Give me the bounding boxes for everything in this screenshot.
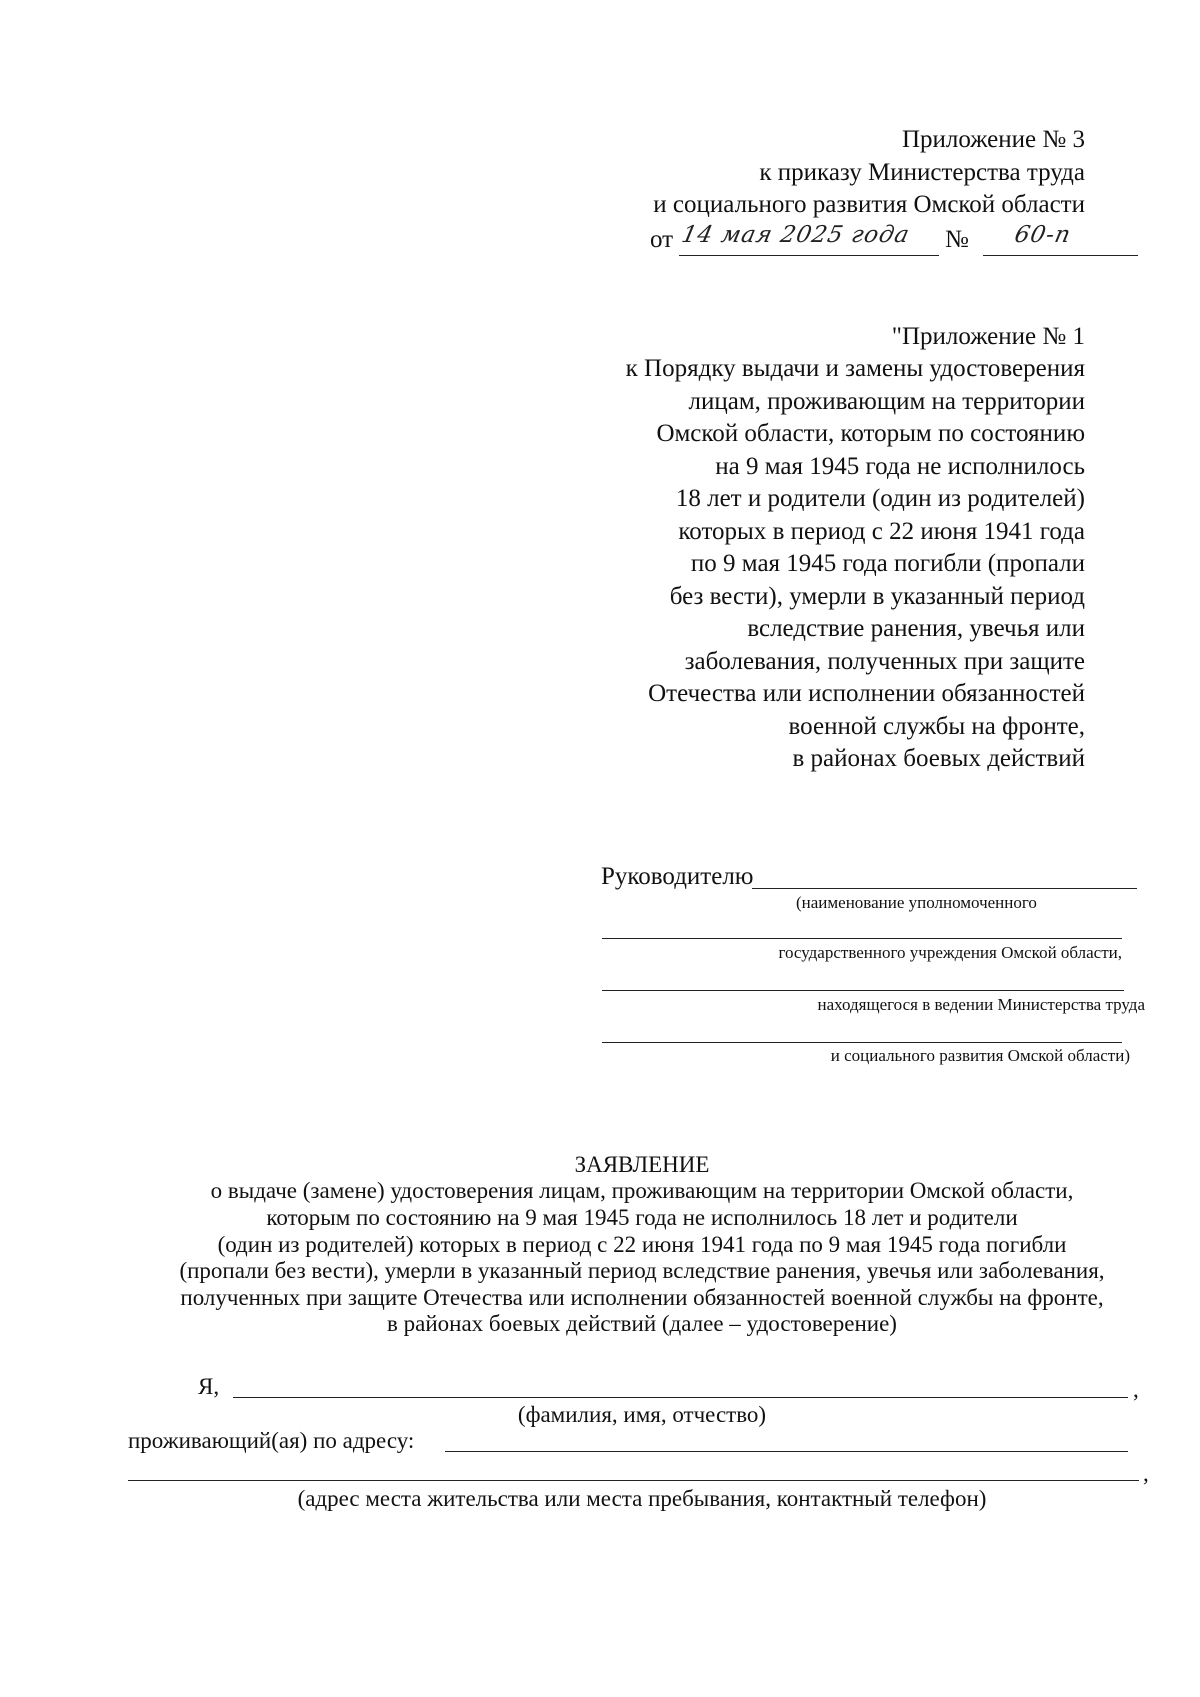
appendix1-line-4: на 9 мая 1945 года не исполнилось	[715, 453, 1085, 480]
appendix3-number-label: №	[945, 226, 969, 253]
addressee-line-4[interactable]	[602, 1042, 1122, 1043]
statement-line-0: о выдаче (замене) удостоверения лицам, проживающим на территории Омской области,	[210, 1178, 1074, 1203]
appendix1-line-13: в районах боевых действий	[792, 745, 1085, 772]
handwritten-number: 60-п	[1012, 222, 1074, 248]
appendix1-line-7: по 9 мая 1945 года погибли (пропали	[690, 550, 1085, 577]
statement-line-5: в районах боевых действий (далее – удостоверение)	[387, 1311, 897, 1336]
address-line-1[interactable]	[445, 1451, 1128, 1452]
appendix3-line2: к приказу Министерства труда	[759, 159, 1085, 186]
appendix1-line-10: заболевания, полученных при защите	[684, 648, 1085, 675]
statement-line-1: которым по состоянию на 9 мая 1945 года не исполнилось 18 лет и родители	[266, 1205, 1018, 1230]
appendix3-line1: Приложение № 3	[901, 126, 1085, 153]
appendix1-line-9: вследствие ранения, увечья или	[747, 615, 1085, 642]
statement-line-2: (один из родителей) которых в период с 22 июня 1941 года по 9 мая 1945 года погибли	[217, 1232, 1067, 1257]
address-comma: ,	[1143, 1461, 1149, 1486]
addressee-label: Руководителю	[601, 863, 754, 890]
appendix1-line-8: без вести), умерли в указанный период	[669, 583, 1085, 610]
addressee-hint-2: государственного учреждения Омской области,	[778, 943, 1122, 962]
address-hint: (адрес места жительства или места пребывания, контактный телефон)	[297, 1486, 987, 1511]
addressee-line-3[interactable]	[602, 990, 1124, 991]
fio-comma: ,	[1133, 1377, 1139, 1402]
appendix3-from-label: от	[650, 226, 674, 253]
appendix1-line-3: Омской области, которым по состоянию	[656, 420, 1085, 447]
address-line-2[interactable]	[128, 1480, 1139, 1481]
statement-title: ЗАЯВЛЕНИЕ	[574, 1152, 710, 1177]
number-underline	[983, 255, 1138, 256]
i-label: Я,	[198, 1374, 220, 1399]
addressee-hint-1: (наименование уполномоченного	[796, 893, 1037, 912]
fio-hint: (фамилия, имя, отчество)	[517, 1402, 767, 1427]
date-underline	[679, 255, 939, 256]
appendix1-line-11: Отечества или исполнении обязанностей	[648, 680, 1085, 707]
statement-line-4: полученных при защите Отечества или исполнении обязанностей военной службы на фронте,	[180, 1285, 1104, 1310]
appendix1-line-5: 18 лет и родители (один из родителей)	[675, 485, 1085, 512]
appendix1-line-6: которых в период с 22 июня 1941 года	[678, 518, 1085, 545]
addressee-line-1[interactable]	[752, 888, 1137, 889]
appendix1-line-12: военной службы на фронте,	[788, 713, 1085, 740]
statement-line-3: (пропали без вести), умерли в указанный период вследствие ранения, увечья или заболевания,	[179, 1258, 1105, 1283]
addressee-hint-3: находящегося в ведении Министерства труда	[817, 995, 1145, 1014]
addressee-line-2[interactable]	[602, 938, 1122, 939]
fio-line[interactable]	[233, 1397, 1128, 1398]
handwritten-date: 14 мая 2025 года	[679, 222, 913, 248]
address-label: проживающий(ая) по адресу:	[128, 1428, 415, 1453]
appendix1-line-1: к Порядку выдачи и замены удостоверения	[625, 355, 1085, 382]
addressee-hint-4: и социального развития Омской области)	[830, 1046, 1130, 1065]
appendix3-line3: и социального развития Омской области	[653, 191, 1085, 218]
appendix1-line-2: лицам, проживающим на территории	[688, 388, 1085, 415]
appendix1-line-0: "Приложение № 1	[891, 323, 1085, 350]
